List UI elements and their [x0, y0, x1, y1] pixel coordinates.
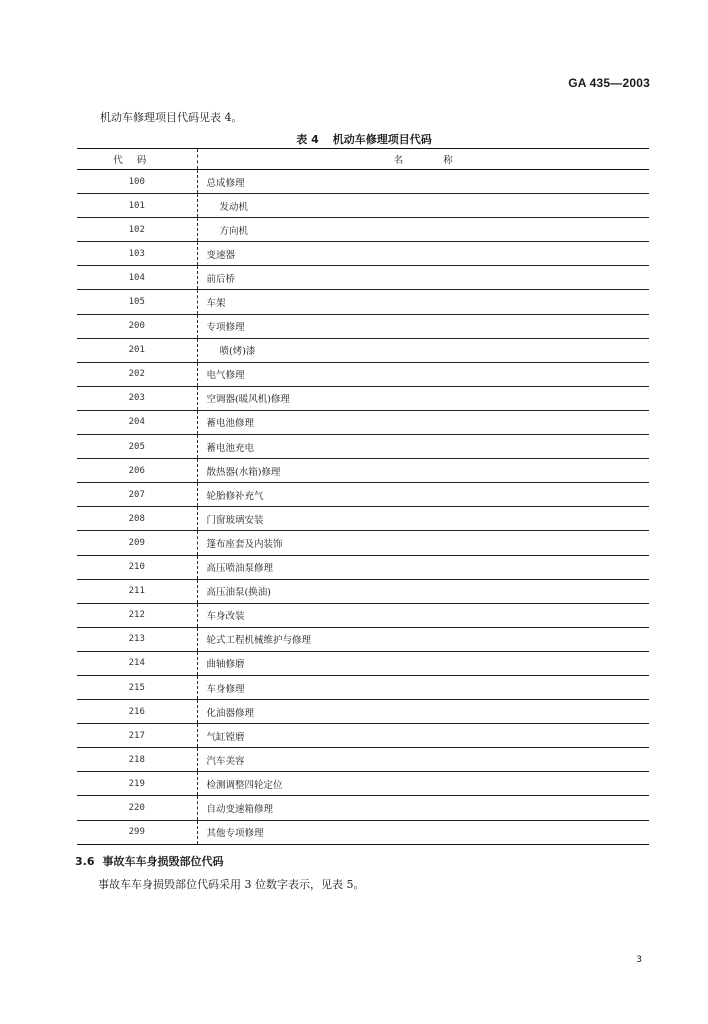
table-body [77, 170, 649, 845]
table-row [77, 459, 649, 483]
table-row [77, 651, 649, 675]
table-caption [0, 131, 708, 147]
row-name: 喷(烤)漆 [197, 338, 649, 362]
row-name: 散热器(水箱)修理 [197, 459, 649, 483]
table-row [77, 362, 649, 386]
section-heading [75, 853, 224, 869]
column-header-code: 代码 [77, 149, 197, 170]
row-code: 211 [77, 579, 197, 603]
standard-code: GA 435—2003 [568, 76, 650, 90]
table-row [77, 266, 649, 290]
table-row [77, 435, 649, 459]
table-row [77, 483, 649, 507]
row-name: 空调器(暖风机)修理 [197, 386, 649, 410]
row-code: 214 [77, 651, 197, 675]
row-code: 105 [77, 290, 197, 314]
table-row [77, 507, 649, 531]
table-header-row [77, 149, 649, 170]
row-name: 其他专项修理 [197, 820, 649, 844]
page-number: 3 [636, 955, 642, 965]
table-row [77, 700, 649, 724]
intro-text: 机动车修理项目代码见表 4。 [100, 111, 243, 124]
table-row [77, 675, 649, 699]
row-name: 蓄电池充电 [197, 435, 649, 459]
table-row [77, 170, 649, 194]
table-row [77, 724, 649, 748]
table-row [77, 796, 649, 820]
table-row [77, 627, 649, 651]
table-row [77, 290, 649, 314]
row-code: 104 [77, 266, 197, 290]
row-name: 篷布座套及内装饰 [197, 531, 649, 555]
row-code: 206 [77, 459, 197, 483]
row-code: 212 [77, 603, 197, 627]
row-name: 总成修理 [197, 170, 649, 194]
row-code: 213 [77, 627, 197, 651]
row-code: 210 [77, 555, 197, 579]
row-name: 轮胎修补充气 [197, 483, 649, 507]
row-code: 215 [77, 675, 197, 699]
table-row [77, 772, 649, 796]
table-row [77, 314, 649, 338]
row-name: 方向机 [197, 218, 649, 242]
row-name: 化油器修理 [197, 700, 649, 724]
table-row [77, 820, 649, 844]
row-name: 高压油泵(换油) [197, 579, 649, 603]
column-header-name: 名称 [197, 149, 649, 170]
row-code: 102 [77, 218, 197, 242]
table-row [77, 555, 649, 579]
table-row [77, 531, 649, 555]
row-name: 汽车美容 [197, 748, 649, 772]
table-row [77, 338, 649, 362]
table-row [77, 410, 649, 434]
row-name: 曲轴修磨 [197, 651, 649, 675]
row-code: 201 [77, 338, 197, 362]
row-code: 218 [77, 748, 197, 772]
row-name: 检测调整四轮定位 [197, 772, 649, 796]
row-name: 门窗玻璃安装 [197, 507, 649, 531]
table-row [77, 218, 649, 242]
table-row [77, 579, 649, 603]
table-row [77, 603, 649, 627]
row-name: 前后桥 [197, 266, 649, 290]
row-code: 219 [77, 772, 197, 796]
section-number: 3.6 [75, 855, 95, 868]
row-code: 101 [77, 194, 197, 218]
row-name: 电气修理 [197, 362, 649, 386]
row-code: 203 [77, 386, 197, 410]
table-number: 表 4 [296, 133, 319, 146]
row-code: 216 [77, 700, 197, 724]
table-row [77, 242, 649, 266]
row-code: 202 [77, 362, 197, 386]
row-name: 自动变速箱修理 [197, 796, 649, 820]
row-code: 103 [77, 242, 197, 266]
row-code: 220 [77, 796, 197, 820]
row-code: 205 [77, 435, 197, 459]
row-code: 207 [77, 483, 197, 507]
section-text: 事故车车身损毁部位代码采用 3 位数字表示，见表 5。 [98, 878, 365, 891]
row-code: 209 [77, 531, 197, 555]
row-name: 蓄电池修理 [197, 410, 649, 434]
row-name: 车身修理 [197, 675, 649, 699]
row-code: 208 [77, 507, 197, 531]
row-name: 变速器 [197, 242, 649, 266]
row-code: 217 [77, 724, 197, 748]
row-name: 轮式工程机械维护与修理 [197, 627, 649, 651]
row-name: 气缸镗磨 [197, 724, 649, 748]
row-code: 299 [77, 820, 197, 844]
row-name: 专项修理 [197, 314, 649, 338]
row-name: 车身改装 [197, 603, 649, 627]
section-title: 事故车车身损毁部位代码 [102, 855, 224, 868]
table-title: 机动车修理项目代码 [332, 133, 432, 146]
repair-code-table [77, 148, 649, 845]
table-row [77, 748, 649, 772]
row-code: 100 [77, 170, 197, 194]
row-name: 高压喷油泵修理 [197, 555, 649, 579]
table-row [77, 386, 649, 410]
row-code: 204 [77, 410, 197, 434]
row-name: 车架 [197, 290, 649, 314]
row-name: 发动机 [197, 194, 649, 218]
table-row [77, 194, 649, 218]
row-code: 200 [77, 314, 197, 338]
